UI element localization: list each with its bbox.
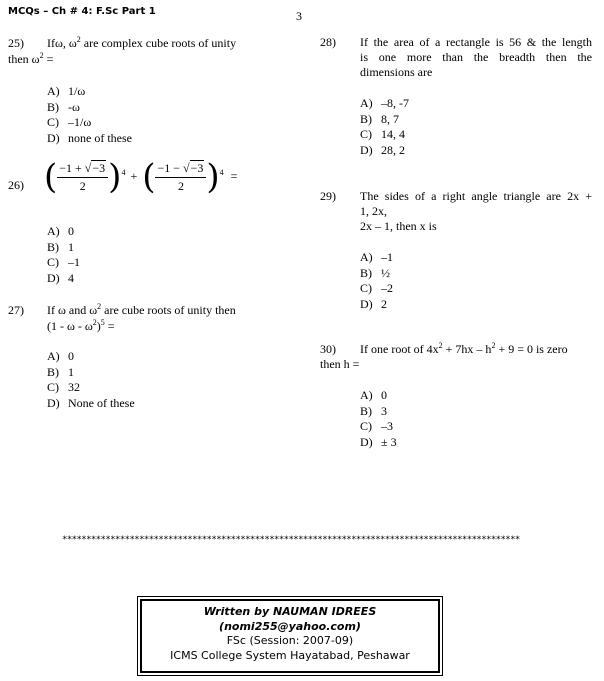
question-number: 29) <box>320 189 336 203</box>
question-text-cont: then h = <box>320 357 360 371</box>
option-c[interactable]: C) –1 <box>47 255 80 269</box>
option-a[interactable]: A) 1/ω <box>47 84 86 98</box>
question-text: The sides of a right angle triangle are 2x + <box>360 189 592 203</box>
question-text-cont: 2x – 1, then x is <box>360 219 437 233</box>
option-a[interactable]: A) –1 <box>360 250 393 264</box>
option-d[interactable]: D) None of these <box>47 395 135 410</box>
option-a[interactable]: A) 0 <box>360 388 387 402</box>
option-a[interactable]: A) 0 <box>47 349 74 363</box>
question-text: If ω and $\omega^2$ are cube roots of unity then <box>47 302 236 317</box>
author-box <box>137 596 443 676</box>
option-b[interactable]: B) 8, 7 <box>360 111 399 126</box>
option-c[interactable]: C) –3 <box>360 419 393 433</box>
options-list <box>360 96 409 158</box>
option-c[interactable]: C) 32 <box>47 380 80 394</box>
options-list <box>47 84 132 146</box>
question-number: 26) <box>8 178 24 192</box>
question-number: 27) <box>8 303 24 317</box>
option-b[interactable]: B) -ω <box>47 99 80 114</box>
college-text: ICMS College System Hayatabad, Peshawar <box>170 648 410 662</box>
option-d[interactable]: D) ± 3 <box>360 434 397 449</box>
question-number: 30) <box>320 342 336 356</box>
option-d[interactable]: D) 4 <box>47 270 74 285</box>
question-text: Ifω, $\omega^2$ are complex cube roots of unity <box>47 35 237 50</box>
option-b[interactable]: B) 1 <box>47 364 74 379</box>
option-d[interactable]: D) none of these <box>47 130 132 145</box>
options-list <box>47 224 80 286</box>
options-list <box>360 388 397 450</box>
star-separator: *********************************************************************************************** <box>62 535 520 545</box>
option-c[interactable]: C) –2 <box>360 281 393 295</box>
page-header-title: MCQs – Ch # 4: F.Sc Part 1 <box>8 6 156 17</box>
session-text: FSc (Session: 2007-09) <box>226 634 354 647</box>
question-text: If one root of $4x^2 + 7hx - h^2 + 9 = 0$ is zero <box>360 341 568 356</box>
option-b[interactable]: B) 1 <box>47 239 74 254</box>
question-text-cont: dimensions are <box>360 65 433 79</box>
question-text-cont: then $\omega^2$ = <box>8 51 54 66</box>
question-text-cont: is one more than the breadth then the <box>360 50 592 64</box>
options-list <box>360 250 393 312</box>
question-text-cont: (1 - ω - $\omega^2)^5$ = <box>47 318 115 333</box>
author-email: (nomi255@yahoo.com) <box>219 619 361 633</box>
page-number: 3 <box>296 9 302 23</box>
question-text: If the area of a rectangle is 56 & the length <box>360 35 592 49</box>
author-name: Written by NAUMAN IDREES <box>203 605 377 618</box>
option-c[interactable]: C) 14, 4 <box>360 127 405 141</box>
option-b[interactable]: B) ½ <box>360 265 390 280</box>
option-d[interactable]: D) 2 <box>360 296 387 311</box>
option-b[interactable]: B) 3 <box>360 403 387 418</box>
question-formula: ( $\frac{-1 + √-3}{2}$ )$^4$ + ( $\frac{-1 - √-3}{2}$ )$^4$ = <box>44 157 238 197</box>
options-list <box>47 349 135 411</box>
question-text-cont: 1, 2x, <box>360 204 387 218</box>
question-number: 25) <box>8 36 24 50</box>
option-d[interactable]: D) 28, 2 <box>360 142 405 157</box>
option-a[interactable]: A) 0 <box>47 224 74 238</box>
option-a[interactable]: A) –8, -7 <box>360 96 409 110</box>
option-c[interactable]: C) –1/ω <box>47 115 92 129</box>
question-number: 28) <box>320 35 336 49</box>
